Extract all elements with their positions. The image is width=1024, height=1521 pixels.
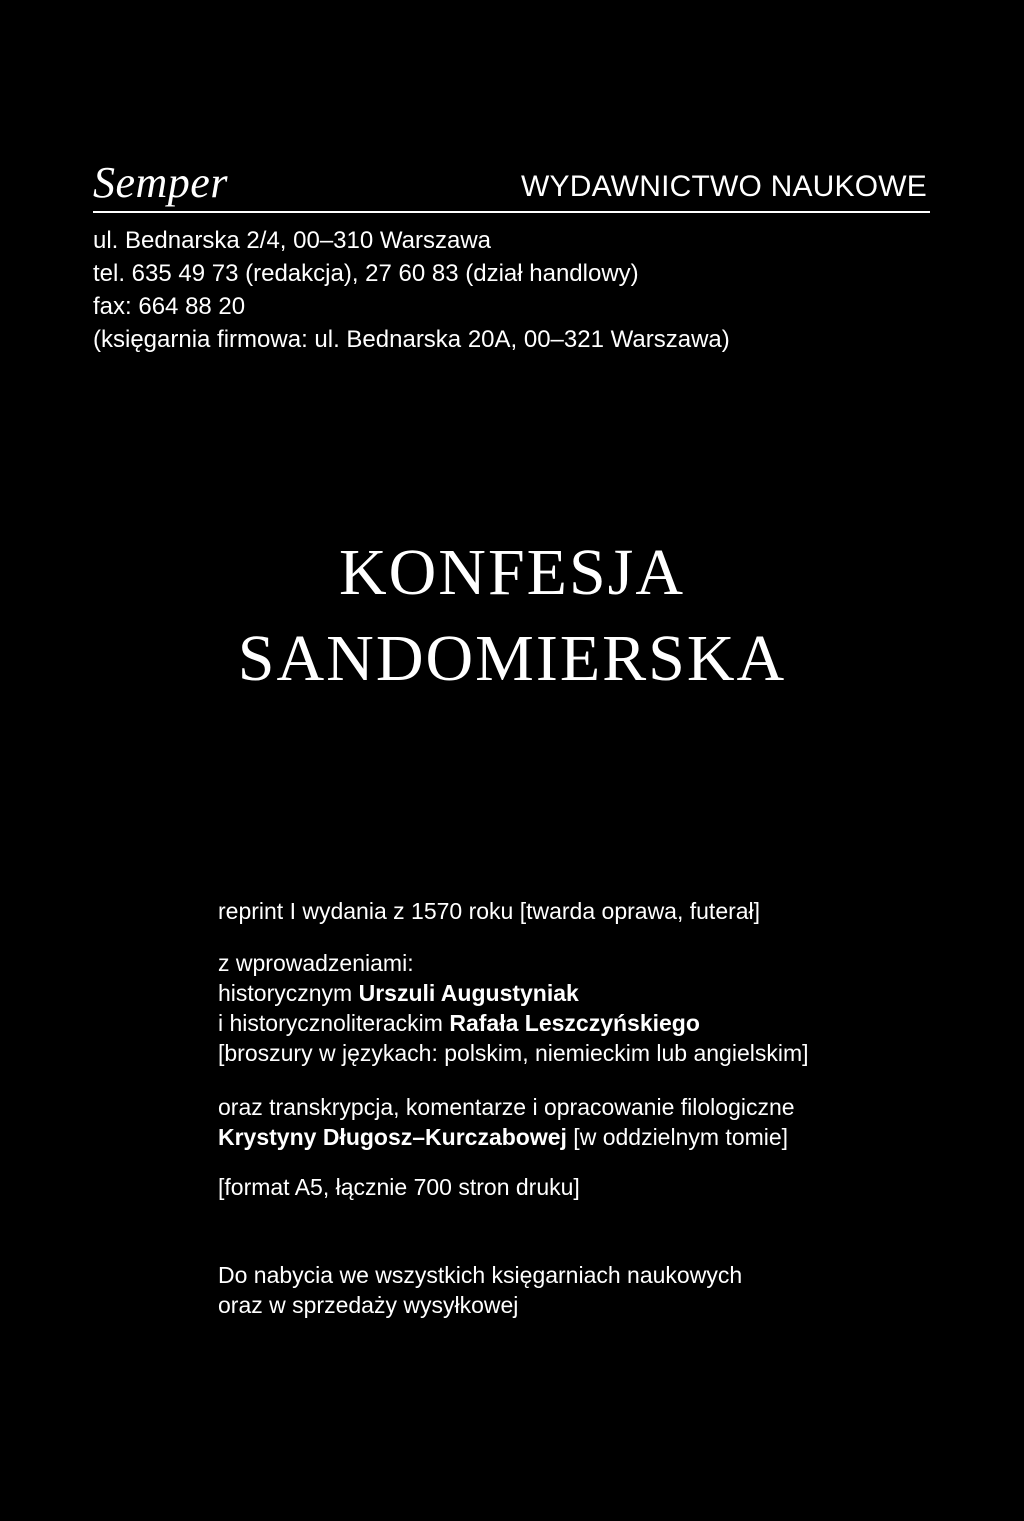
format-info: [format A5, łącznie 700 stron druku] bbox=[218, 1174, 580, 1200]
book-title bbox=[0, 530, 1024, 702]
title-line-1: KONFESJA bbox=[338, 536, 686, 609]
address-phone: tel. 635 49 73 (redakcja), 27 60 83 (dział handlowy) bbox=[93, 260, 639, 287]
intro-heading: z wprowadzeniami: bbox=[218, 950, 414, 976]
address-street: ul. Bednarska 2/4, 00–310 Warszawa bbox=[93, 227, 492, 254]
publisher-address bbox=[93, 224, 730, 356]
transcription-info: oraz transkrypcja, komentarze i opracowanie filologiczne bbox=[218, 1094, 795, 1120]
transcription-author-line bbox=[218, 1122, 809, 1152]
address-fax: fax: 664 88 20 bbox=[93, 293, 246, 320]
intro-literary-prefix: i historycznoliterackim bbox=[218, 1010, 450, 1036]
publisher-logo: Semper bbox=[93, 158, 228, 207]
reprint-info: reprint I wydania z 1570 roku [twarda oprawa, futerał] bbox=[218, 898, 761, 924]
intro-literary-author: Rafała Leszczyńskiego bbox=[449, 1010, 700, 1036]
availability-line-2: oraz w sprzedaży wysyłkowej bbox=[218, 1292, 519, 1318]
intro-historical-author: Urszuli Augustyniak bbox=[358, 980, 579, 1006]
address-bookstore: (księgarnia firmowa: ul. Bednarska 20A, 00–321 Warszawa) bbox=[93, 326, 730, 353]
header-divider bbox=[93, 211, 930, 213]
availability-line-1: Do nabycia we wszystkich księgarniach naukowych bbox=[218, 1262, 743, 1288]
intro-historical-prefix: historycznym bbox=[218, 980, 359, 1006]
transcription-suffix: [w oddzielnym tomie] bbox=[566, 1124, 789, 1150]
brochures-info: [broszury w językach: polskim, niemieckim lub angielskim] bbox=[218, 1040, 809, 1066]
intro-literary bbox=[218, 1008, 809, 1038]
intro-historical bbox=[218, 978, 809, 1008]
title-line-2: SANDOMIERSKA bbox=[237, 622, 787, 695]
publisher-header bbox=[93, 155, 931, 211]
publisher-type: WYDAWNICTWO NAUKOWE bbox=[521, 170, 927, 203]
transcription-author: Krystyny Długosz–Kurczabowej bbox=[218, 1124, 567, 1150]
book-info bbox=[218, 896, 809, 1320]
